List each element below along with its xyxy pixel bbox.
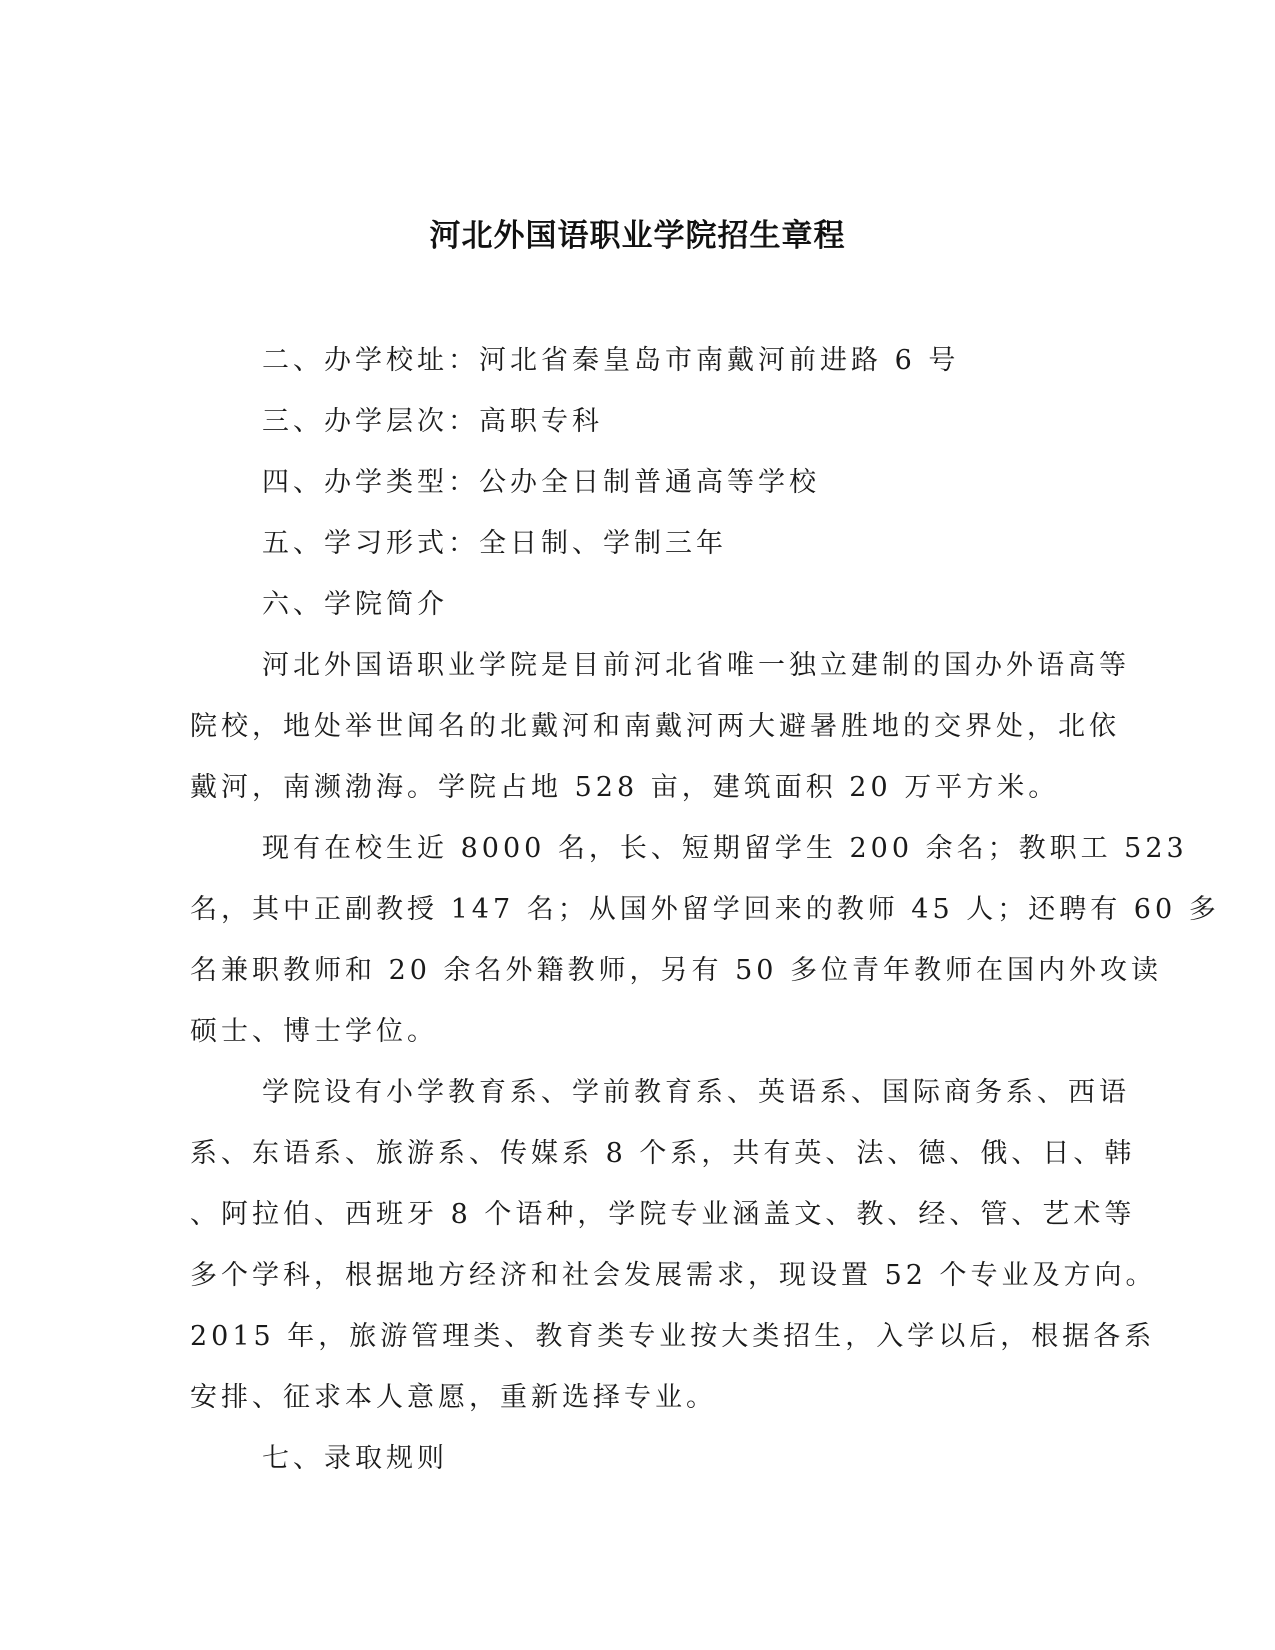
paragraph-line: 、阿拉伯、西班牙 8 个语种，学院专业涵盖文、教、经、管、艺术等 xyxy=(190,1199,1136,1230)
paragraph-departments xyxy=(190,1062,1157,1428)
paragraph-line: 多个学科，根据地方经济和社会发展需求，现设置 52 个专业及方向。 xyxy=(190,1260,1157,1291)
section-heading-level: 三、办学层次：高职专科 xyxy=(262,406,603,437)
paragraph-line: 系、东语系、旅游系、传媒系 8 个系，共有英、法、德、俄、日、韩 xyxy=(190,1138,1136,1169)
paragraph-line: 现有在校生近 8000 名，长、短期留学生 200 余名；教职工 523 xyxy=(262,833,1188,864)
paragraph-line: 2015 年，旅游管理类、教育类专业按大类招生，入学以后，根据各系 xyxy=(190,1321,1156,1352)
paragraph-line: 院校，地处举世闻名的北戴河和南戴河两大避暑胜地的交界处，北依 xyxy=(190,711,1120,742)
document-title: 河北外国语职业学院招生章程 xyxy=(429,218,846,254)
paragraph-line: 学院设有小学教育系、学前教育系、英语系、国际商务系、西语 xyxy=(262,1077,1130,1108)
section-heading-study-form: 五、学习形式：全日制、学制三年 xyxy=(262,528,727,559)
section-heading-intro: 六、学院简介 xyxy=(262,589,448,620)
section-heading-admission-rules: 七、录取规则 xyxy=(262,1443,448,1474)
paragraph-line: 戴河，南濒渤海。学院占地 528 亩，建筑面积 20 万平方米。 xyxy=(190,772,1060,803)
paragraph-line: 硕士、博士学位。 xyxy=(190,1016,438,1047)
paragraph-line: 名，其中正副教授 147 名；从国外留学回来的教师 45 人；还聘有 60 多 xyxy=(190,894,1220,925)
document-body xyxy=(190,330,1220,1489)
paragraph-line: 安排、征求本人意愿，重新选择专业。 xyxy=(190,1382,717,1413)
paragraph-campus xyxy=(190,635,1130,818)
section-heading-type: 四、办学类型：公办全日制普通高等学校 xyxy=(262,467,820,498)
paragraph-line: 河北外国语职业学院是目前河北省唯一独立建制的国办外语高等 xyxy=(262,650,1130,681)
paragraph-line: 名兼职教师和 20 余名外籍教师，另有 50 多位青年教师在国内外攻读 xyxy=(190,955,1163,986)
paragraph-staff xyxy=(190,818,1220,1062)
section-heading-address: 二、办学校址：河北省秦皇岛市南戴河前进路 6 号 xyxy=(262,345,960,376)
